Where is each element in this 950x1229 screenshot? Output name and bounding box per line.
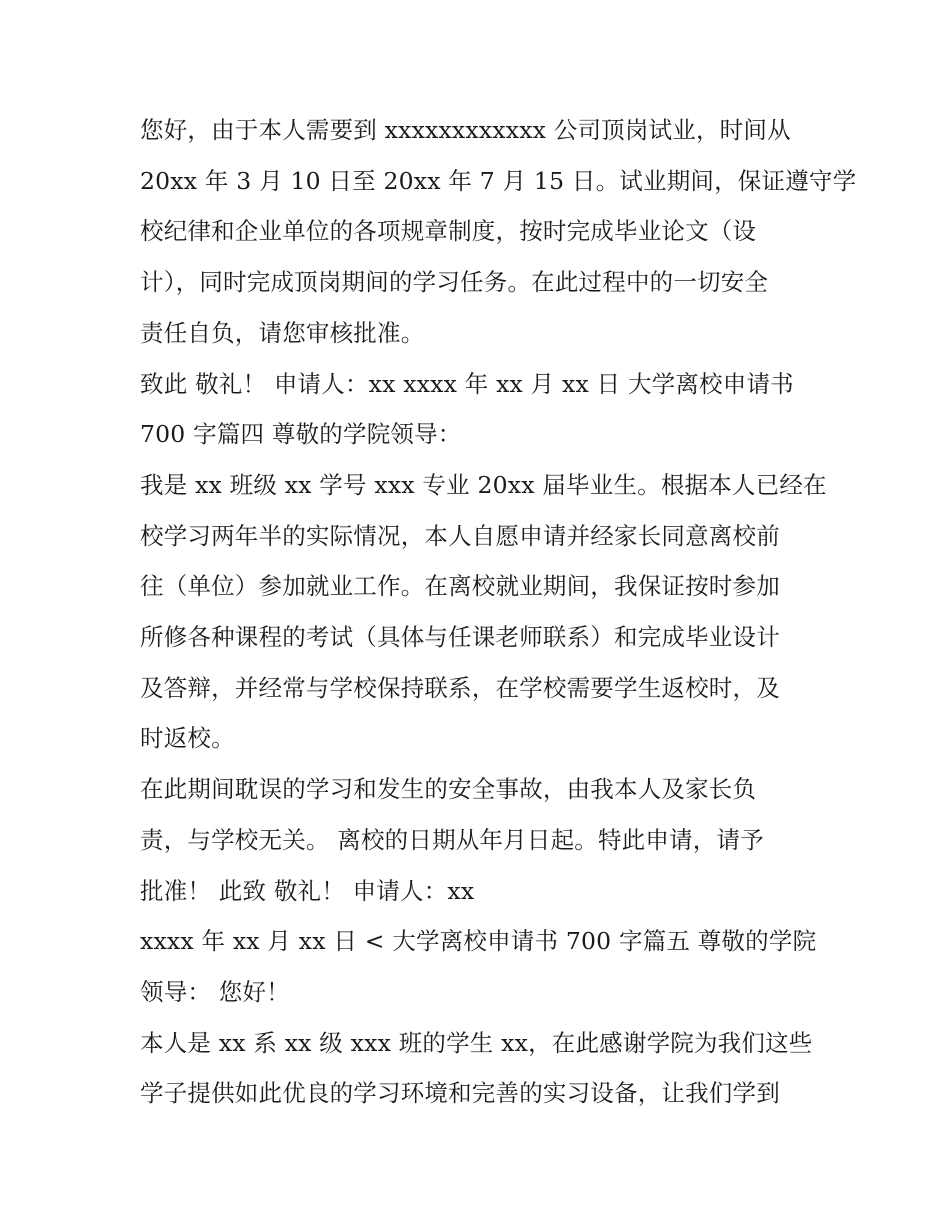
text-line: 往（单位）参加就业工作。在离校就业期间，我保证按时参加 <box>140 572 780 601</box>
text-line: 校学习两年半的实际情况，本人自愿申请并经家长同意离校前 <box>140 521 780 550</box>
text-line: 责任自负，请您审核批准。 <box>140 318 425 347</box>
text-line: 计），同时完成顶岗期间的学习任务。在此过程中的一切安全 <box>140 268 769 297</box>
text-line: 学子提供如此优良的学习环境和完善的实习设备，让我们学到 <box>140 1079 780 1108</box>
text-line: 我是 xx 班级 xx 学号 xxx 专业 20xx 届毕业生。根据本人已经在 <box>140 470 827 499</box>
text-line: 时返校。 <box>140 724 235 753</box>
text-line: 在此期间耽误的学习和发生的安全事故，由我本人及家长负 <box>140 775 757 804</box>
text-line: 致此 敬礼！ 申请人：xx xxxx 年 xx 月 xx 日 大学离校申请书 <box>140 369 794 398</box>
text-line: 本人是 xx 系 xx 级 xxx 班的学生 xx，在此感谢学院为我们这些 <box>140 1028 813 1057</box>
text-line: 领导： 您好！ <box>140 977 290 1006</box>
text-line: 校纪律和企业单位的各项规章制度，按时完成毕业论文（设 <box>140 217 757 246</box>
text-line: 您好，由于本人需要到 xxxxxxxxxxxx 公司顶岗试业，时间从 <box>140 116 791 144</box>
text-line: xxxx 年 xx 月 xx 日 < 大学离校申请书 700 字篇五 尊敬的学院 <box>140 927 817 956</box>
text-line: 所修各种课程的考试（具体与任课老师联系）和完成毕业设计 <box>140 623 780 652</box>
text-line: 批准！ 此致 敬礼！ 申请人：xx <box>140 876 475 905</box>
text-line: 及答辩，并经常与学校保持联系，在学校需要学生返校时，及 <box>140 673 780 702</box>
text-line: 20xx 年 3 月 10 日至 20xx 年 7 月 15 日。试业期间，保证遵守学 <box>140 166 857 195</box>
text-line: 责，与学校无关。 离校的日期从年月日起。特此申请，请予 <box>140 825 764 854</box>
text-line: 700 字篇四 尊敬的学院领导： <box>140 420 462 449</box>
